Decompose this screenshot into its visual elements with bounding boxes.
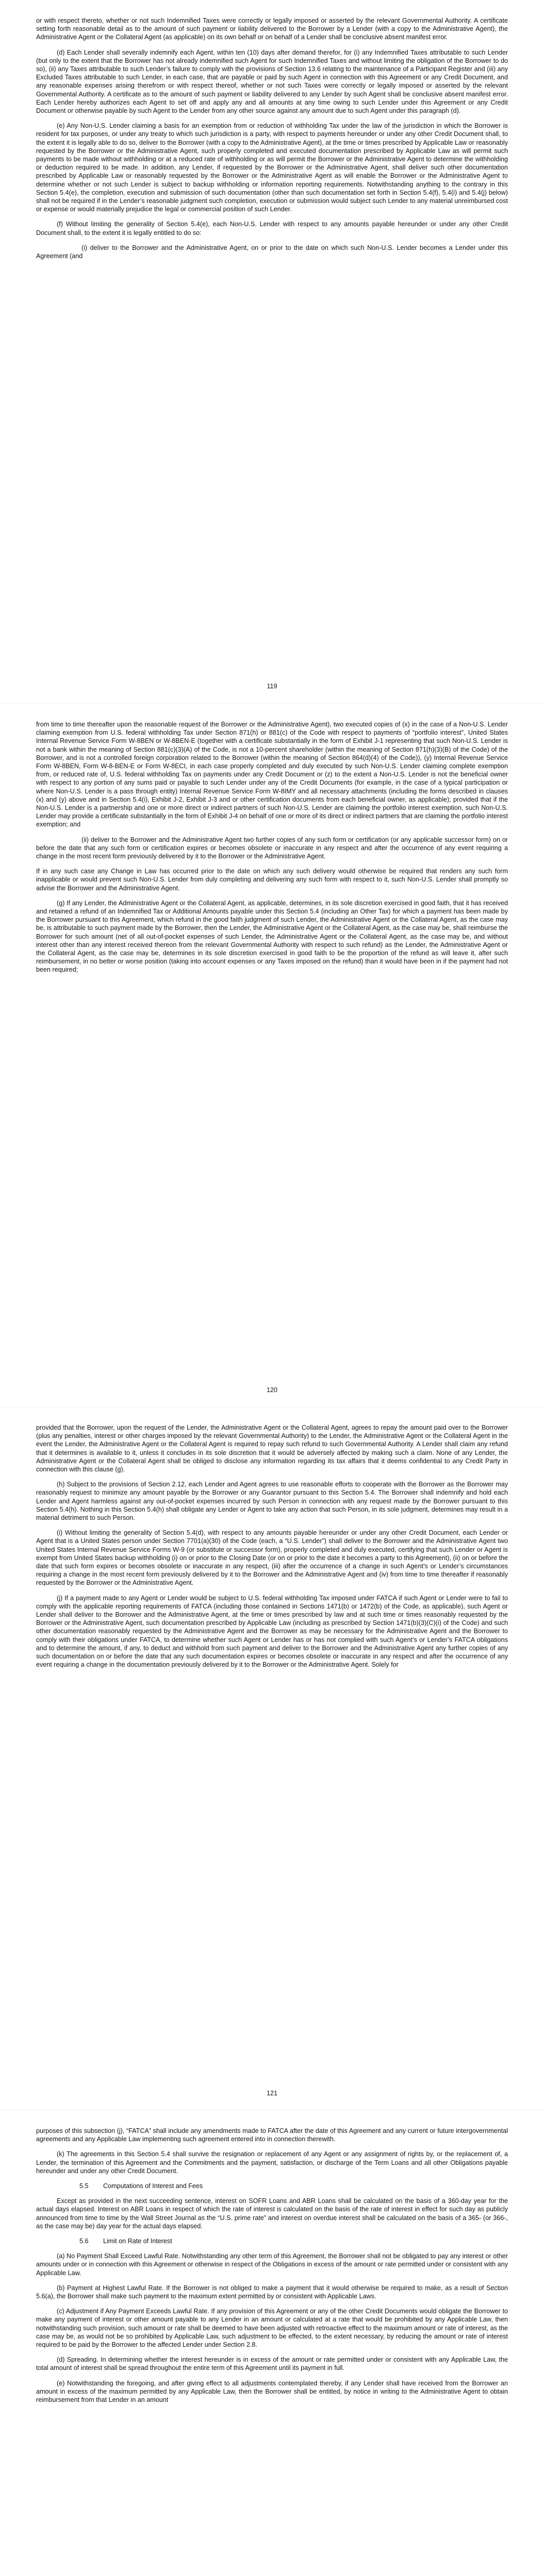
section-number: 5.6 bbox=[79, 2238, 89, 2245]
document-page bbox=[0, 0, 544, 703]
document-page bbox=[0, 703, 544, 1406]
paragraph: provided that the Borrower, upon the request of the Lender, the Administrative Agent or the Collateral Agent, agrees to repay the amount paid over to the Borrower (plus any penalties, interest or other charges imposed by the relevant Governmental Authority) to the Lender, the Administrative Agent or the Collateral Agent in the event the Lender, the Administrative Agent or the Collateral Agent is required to repay such refund to such Governmental Authority. A Lender shall claim any refund that it determines is available to it, unless it concludes in its sole discretion that it would be adversely affected by making such a claim. None of any Lender, the Administrative Agent or the Collateral Agent shall be obliged to disclose any information regarding its tax affairs that it deems confidential to any Credit Party in connection with this clause (g). bbox=[36, 1424, 508, 1473]
paragraph: (h) Subject to the provisions of Section 2.12, each Lender and Agent agrees to use reasonable efforts to cooperate with the Borrower as the Borrower may reasonably request to minimize any amount payable by the Borrower or any Guarantor pursuant to this Section 5.4. The Borrower shall indemnify and hold each Lender and Agent harmless against any out-of-pocket expenses incurred by such Person in connection with any request made by the Borrower pursuant to this Section 5.4(h). Nothing in this Section 5.4(h) shall obligate any Lender or Agent to take any action that such Person, in its sole judgment, determines may result in a material detriment to such Person. bbox=[36, 1481, 508, 1522]
paragraph: (d) Each Lender shall severally indemnify each Agent, within ten (10) days after demand therefor, for (i) any Indemnified Taxes attributable to such Lender (but only to the extent that the Borrower has not already indemnified such Agent for such Indemnified Taxes and without limiting the obligation of the Borrower to do so), (ii) any Taxes attributable to such Lender’s failure to comply with the provisions of Section 13.6 relating to the maintenance of a Participant Register and (iii) any Excluded Taxes attributable to such Lender, in each case, that are payable or paid by such Agent in connection with this Agreement or any Credit Document, and any reasonable expenses arising therefrom or with respect thereof, whether or not such Taxes were correctly or legally imposed or asserted by the relevant Governmental Authority. A certificate as to the amount of such payment or liability delivered to any Lender by such Agent shall be conclusive absent manifest error. Each Lender hereby authorizes each Agent to set off and apply any and all amounts at any time owing to such Lender under this Agreement or any Credit Document or otherwise payable by such Agent to the Lender from any other source against any amount due to such Agent under this paragraph (d). bbox=[36, 48, 508, 115]
paragraph: (c) Adjustment if Any Payment Exceeds Lawful Rate. If any provision of this Agreement or any of the other Credit Documents would obligate the Borrower to make any payment of interest or other amount payable to any Lender in an amount or calculated at a rate that would be prohibited by any Applicable Law, then notwithstanding such provision, such amount or rate shall be deemed to have been adjusted with retroactive effect to the maximum amount or rate of interest, as the case may be, as would not be so prohibited by Applicable Law, such adjustment to be effected, to the extent necessary, by reducing the amount or rate of interest required to be paid by the Borrower to the affected Lender under Section 2.8. bbox=[36, 2308, 508, 2349]
document-page bbox=[0, 1406, 544, 2110]
paragraph: (i) Without limiting the generality of Section 5.4(d), with respect to any amounts payable hereunder or under any other Credit Document, each Lender or Agent that is a United States person under Section 7701(a)(30) of the Code (each, a “U.S. Lender”) shall deliver to the Borrower and the Administrative Agent two United States Internal Revenue Service Forms W-9 (or substitute or successor form), properly completed and duly executed, certifying that such Lender or Agent is exempt from United States backup withholding (i) on or prior to the Closing Date (or on or prior to the date it becomes a party to this Agreement), (ii) on or before the date that such form expires or becomes obsolete or inaccurate in any respect, (iii) after the occurrence of a change in such Agent’s or Lender’s circumstances requiring a change in the most recent form previously delivered by it to the Borrower and the Administrative Agent and (iv) from time to time thereafter if reasonably requested by the Borrower or the Administrative Agent. bbox=[36, 1529, 508, 1587]
paragraph: Except as provided in the next succeeding sentence, interest on SOFR Loans and ABR Loans shall be calculated on the basis of a 360-day year for the actual days elapsed. Interest on ABR Loans in respect of which the rate of interest is calculated on the basis of the rate of interest in effect for such day as publicly announced from time to time by the Wall Street Journal as the “U.S. prime rate” and interest on overdue interest shall be calculated on the basis of a 365- (or 366-, as the case may be) day year for the actual days elapsed. bbox=[36, 2197, 508, 2230]
paragraph: (e) Notwithstanding the foregoing, and after giving effect to all adjustments contemplated thereby, if any Lender shall have received from the Borrower an amount in excess of the maximum permitted by any Applicable Law, then the Borrower shall be entitled, by notice in writing to the Administrative Agent to obtain reimbursement from that Lender in an amount bbox=[36, 2379, 508, 2404]
paragraph: from time to time thereafter upon the reasonable request of the Borrower or the Administrative Agent), two executed copies of (x) in the case of a Non-U.S. Lender claiming exemption from U.S. federal withholding Tax under Section 871(h) or 881(c) of the Code with respect to payments of “portfolio interest”, United States Internal Revenue Service Form W-8BEN or W-8BEN-E (together with a certificate substantially in the form of Exhibit J-1 representing that such Non-U.S. Lender is not a bank within the meaning of Section 881(c)(3)(A) of the Code, is not a 10-percent shareholder (within the meaning of Section 871(h)(3)(B) of the Code) of the Borrower, and is not a controlled foreign corporation related to the Borrower (within the meaning of Section 864(d)(4) of the Code)), (y) Internal Revenue Service Form W-8BEN, Form W-8-BEN-E or Form W-8ECI, in each case properly completed and duly executed by such Non-U.S. Lender claiming complete exemption from, or reduced rate of, U.S. federal withholding Tax on payments under any Credit Document or (z) to the extent a Non-U.S. Lender is not the beneficial owner with respect to any portion of any sums paid or payable to such Lender under any of the Credit Documents (for example, in the case of a typical participation or where Non-U.S. Lender is a pass through entity) Internal Revenue Service Form W-8IMY and all necessary attachments (including the forms described in clauses (x) and (y) above and in Section 5.4(i), Exhibit J-2, Exhibit J-3 and or other certification documents from each beneficial owner, as applicable); provided that if the Non-U.S. Lender is a partnership and one or more direct or indirect partners of such Non-U.S. Lender are claiming the portfolio interest exemption, such Non-U.S. Lender may provide a certificate substantially in the form of Exhibit J-4 on behalf of one or more of its direct or indirect partners that are claiming the portfolio interest exemption; and bbox=[36, 721, 508, 828]
paragraph: (f) Without limiting the generality of Section 5.4(e), each Non-U.S. Lender with respect to any amounts payable hereunder or under any other Credit Document shall, to the extent it is legally entitled to do so: bbox=[36, 221, 508, 236]
section-heading bbox=[36, 2182, 508, 2190]
paragraph: (i) deliver to the Borrower and the Administrative Agent, on or prior to the date on which such Non-U.S. Lender becomes a Lender under this Agreement (and bbox=[36, 244, 508, 260]
page-number: 119 bbox=[267, 683, 277, 690]
paragraph: If in any such case any Change in Law has occurred prior to the date on which any such delivery would otherwise be required that renders any such form inapplicable or would prevent such Non-U.S. Lender from duly completing and delivering any such form with respect to it, such Non-U.S. Lender shall promptly so advise the Borrower and the Administrative Agent. bbox=[36, 868, 508, 892]
paragraph: (e) Any Non-U.S. Lender claiming a basis for an exemption from or reduction of withholding Tax under the law of the jurisdiction in which the Borrower is resident for tax purposes, or under any treaty to which such jurisdiction is a party, with respect to payments hereunder or under any other Credit Document shall, to the extent it is legally able to do so, deliver to the Borrower (with a copy to the Administrative Agent), at the time or times prescribed by Applicable Law or reasonably requested by the Borrower or the Administrative Agent, such properly completed and executed documentation prescribed by Applicable Law as will permit such payments to be made without withholding or at a reduced rate of withholding or as will permit the Borrower or the Administrative Agent to determine the withholding or deduction required to be made. In addition, any Lender, if requested by the Borrower or the Administrative Agent, shall deliver such other documentation prescribed by Applicable Law or reasonably requested by the Borrower or the Administrative Agent as will enable the Borrower or the Administrative Agent to determine whether or not such Lender is subject to backup withholding or information reporting requirements. Notwithstanding anything to the contrary in this Section 5.4(e), the completion, execution and submission of such documentation (other than such documentation set forth in Section 5.4(f), 5.4(i) and 5.4(j) below) shall not be required if in the Lender’s reasonable judgment such completion, execution or submission would subject such Lender to any material unreimbursed cost or expense or would materially prejudice the legal or commercial position of such Lender. bbox=[36, 122, 508, 213]
paragraph: or with respect thereto, whether or not such Indemnified Taxes were correctly or legally imposed or asserted by the relevant Governmental Authority. A certificate setting forth reasonable detail as to the amount of such payment or liability delivered to the Borrower by a Lender (with a copy to the Administrative Agent), the Administrative Agent or the Collateral Agent (as applicable) on its own behalf or on behalf of a Lender shall be conclusive absent manifest error. bbox=[36, 17, 508, 41]
paragraph: (ii) deliver to the Borrower and the Administrative Agent two further copies of any such form or certification (or any applicable successor form) on or before the date that any such form or certification expires or becomes obsolete or inaccurate in any respect and after the occurrence of any event requiring a change in the most recent form previously delivered by it to the Borrower or the Administrative Agent. bbox=[36, 836, 508, 860]
paragraph: (d) Spreading. In determining whether the interest hereunder is in excess of the amount or rate permitted under or consistent with any Applicable Law, the total amount of interest shall be spread throughout the entire term of this Agreement until its payment in full. bbox=[36, 2356, 508, 2372]
section-title: Limit on Rate of Interest bbox=[103, 2238, 172, 2245]
paragraph: (j) If a payment made to any Agent or Lender would be subject to U.S. federal withholding Tax imposed under FATCA if such Agent or Lender were to fail to comply with the applicable reporting requirements of FATCA (including those contained in Sections 1471(b) or 1472(b) of the Code, as applicable), such Agent or Lender shall deliver to the Borrower and the Administrative Agent, at the time or times prescribed by law and at such time or times reasonably requested by the Borrower or the Administrative Agent, such documentation prescribed by Applicable Law (including as prescribed by Section 1471(b)(3)(C)(i) of the Code) and such other documentation reasonably requested by the Administrative Agent and the Borrower as may be necessary for the Administrative Agent and the Borrower to comply with their obligations under FATCA, to determine whether such Agent or Lender has or has not complied with such Agent’s or Lender’s FATCA obligations and to determine the amount, if any, to deduct and withhold from such payment and deliver to the Borrower and the Administrative Agent any further copies of any such documentation on or before the date that any such documentation expires or becomes obsolete or inaccurate in any respect and after the occurrence of any event requiring a change in the documentation previously delivered by it to the Borrower or the Administrative Agent. Solely for bbox=[36, 1594, 508, 1669]
section-title: Computations of Interest and Fees bbox=[103, 2182, 203, 2190]
section-heading bbox=[36, 2237, 508, 2245]
page-number: 120 bbox=[266, 1386, 277, 1394]
paragraph: purposes of this subsection (j), “FATCA” shall include any amendments made to FATCA after the date of this Agreement and any current or future intergovernmental agreements and any Applicable Law implementing such agreement entered into in connection therewith. bbox=[36, 2127, 508, 2143]
paragraph: (k) The agreements in this Section 5.4 shall survive the resignation or replacement of any Agent or any assignment of rights by, or the replacement of, a Lender, the termination of this Agreement and the Commitments and the payment, satisfaction, or discharge of the Term Loans and all other Obligations payable hereunder and under any other Credit Document. bbox=[36, 2150, 508, 2175]
paragraph: (b) Payment at Highest Lawful Rate. If the Borrower is not obliged to make a payment that it would otherwise be required to make, as a result of Section 5.6(a), the Borrower shall make such payment to the maximum extent permitted by or consistent with Applicable Laws. bbox=[36, 2284, 508, 2300]
page-number: 121 bbox=[266, 2090, 277, 2097]
paragraph: (a) No Payment Shall Exceed Lawful Rate. Notwithstanding any other term of this Agreement, the Borrower shall not be obligated to pay any interest or other amounts under or in connection with this Agreement or otherwise in respect of the Obligations in excess of the amount or rate permitted under or consistent with any Applicable Law. bbox=[36, 2252, 508, 2277]
paragraph: (g) If any Lender, the Administrative Agent or the Collateral Agent, as applicable, determines, in its sole discretion exercised in good faith, that it has received and retained a refund of an Indemnified Tax or Additional Amounts payable under this Section 5.4 (including an Other Tax) for which a payment has been made by the Borrower pursuant to this Agreement, which refund in the good faith judgment of such Lender, the Administrative Agent or the Collateral Agent, as the case may be, is attributable to such payment made by the Borrower, then the Lender, the Administrative Agent or the Collateral Agent, as the case may be, shall reimburse the Borrower for such amount (net of all out-of-pocket expenses of such Lender, the Administrative Agent or the Collateral Agent, as the case may be, and without interest other than any interest received thereon from the relevant Governmental Authority with respect to such refund) as the Lender, the Administrative Agent or the Collateral Agent, as the case may be, determines in its sole discretion exercised in good faith to be the proportion of the refund as will leave it, after such reimbursement, in no better or worse position (taking into account expenses or any Taxes imposed on the refund) than it would have been in if the payment had not been required; bbox=[36, 899, 508, 974]
section-number: 5.5 bbox=[79, 2182, 89, 2190]
document-page bbox=[0, 2110, 544, 2576]
